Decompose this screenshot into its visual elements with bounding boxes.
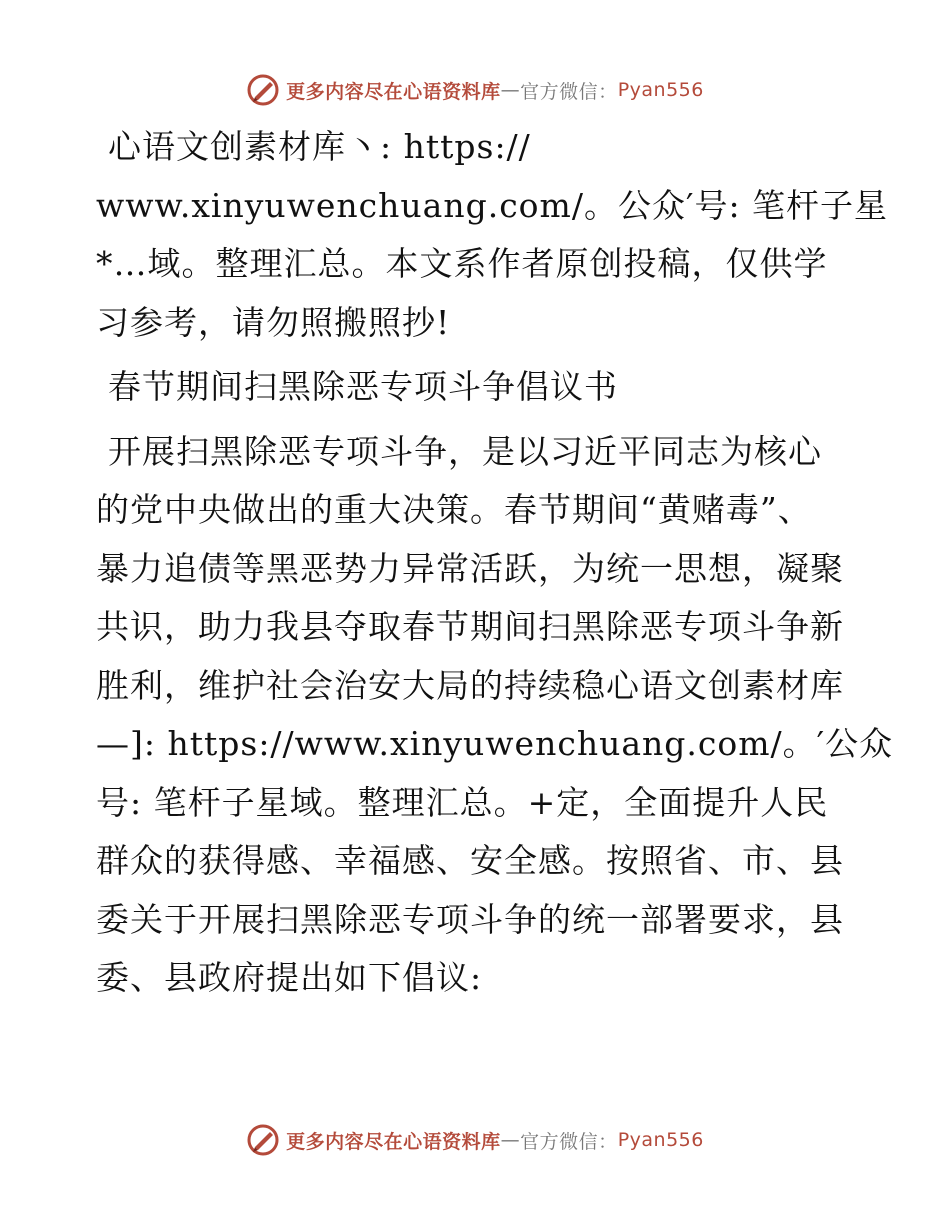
document-body — [96, 118, 894, 1008]
watermark-dash: — — [500, 1129, 521, 1151]
paragraph-line: 委、县政府提出如下倡议: — [96, 958, 483, 997]
watermark-text: 更多内容尽在心语资料库 — [286, 1130, 501, 1153]
pen-logo-icon — [246, 73, 280, 107]
intro-line: *…域。整理汇总。本文系作者原创投稿，仅供学 — [96, 244, 828, 283]
watermark-wechat-id: Pyan556 — [617, 79, 704, 101]
header-watermark — [0, 70, 950, 110]
watermark-text: 更多内容尽在心语资料库 — [286, 80, 501, 103]
watermark-label: 官方微信： — [520, 80, 618, 103]
intro-line: 习参考，请勿照搬照抄! — [96, 302, 451, 342]
footer-watermark — [0, 1120, 950, 1160]
paragraph-line: 共识，助力我县夺取春节期间扫黑除恶专项斗争新 — [96, 607, 844, 646]
watermark-label: 官方微信： — [520, 1130, 618, 1153]
paragraph-line: 的党中央做出的重大决策。春节期间“黄赌毒”、 — [96, 490, 812, 529]
paragraph-line: 开展扫黑除恶专项斗争，是以习近平同志为核心 — [108, 431, 822, 471]
paragraph-line: 胜利，维护社会治安大局的持续稳心语文创素材库 — [96, 665, 844, 705]
intro-line: 心语文创素材库丶: https:// — [108, 127, 531, 166]
paragraph-line: 委关于开展扫黑除恶专项斗争的统一部署要求，县 — [96, 899, 844, 939]
paragraph-line: 号: 笔杆子星域。整理汇总。+定，全面提升人民 — [96, 782, 829, 822]
intro-line: www.xinyuwenchuang.com/。公众′号: 笔杆子星 — [96, 185, 889, 225]
paragraph-line: 暴力追债等黑恶势力异常活跃，为统一思想，凝聚 — [96, 548, 844, 588]
paragraph-line: —]: https://www.xinyuwenchuang.com/。′公众 — [96, 724, 894, 763]
watermark-dash: — — [500, 79, 521, 101]
watermark-wechat-id: Pyan556 — [617, 1129, 704, 1151]
paragraph-line: 群众的获得感、幸福感、安全感。按照省、市、县 — [96, 841, 844, 880]
pen-logo-icon — [246, 1123, 280, 1157]
document-title: 春节期间扫黑除恶专项斗争倡议书 — [108, 367, 618, 406]
